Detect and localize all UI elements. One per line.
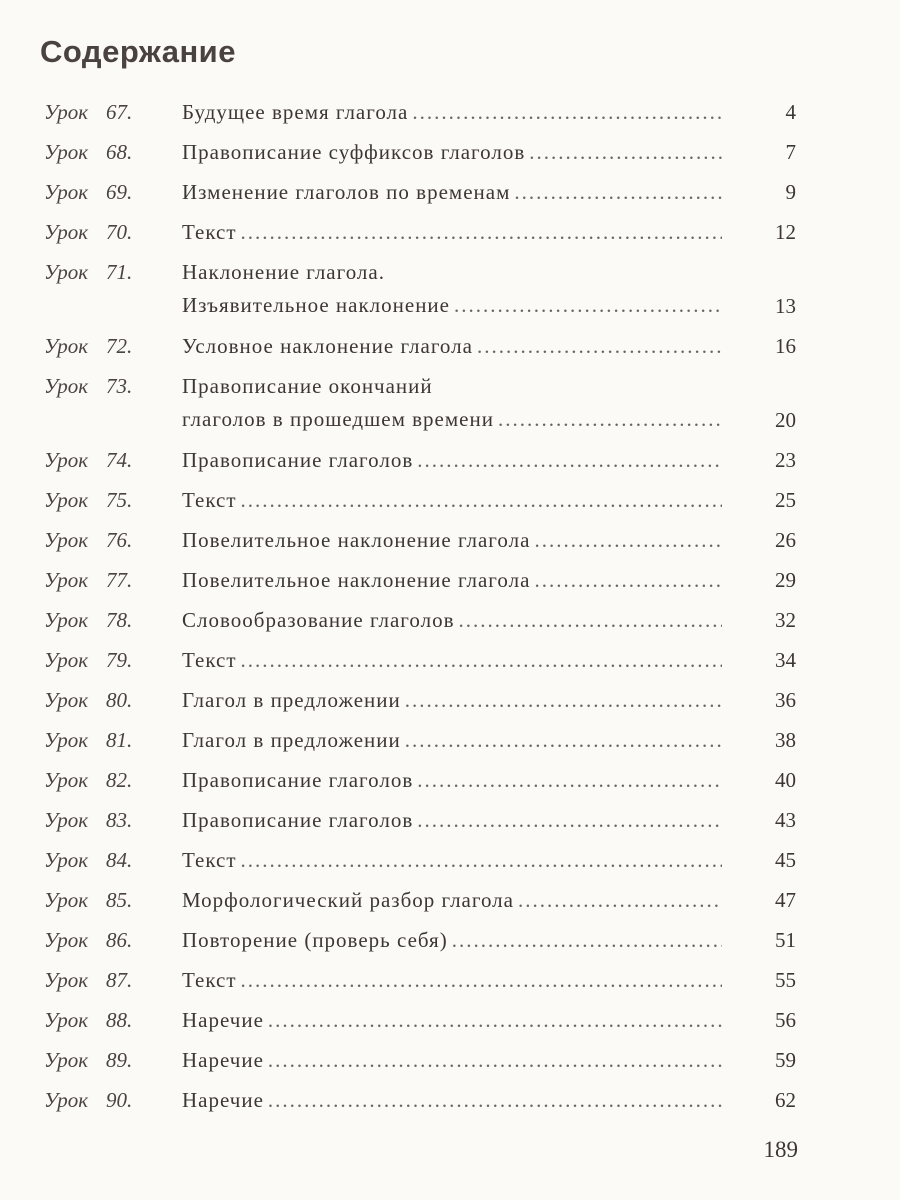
entry-title (182, 568, 722, 593)
entry-page-number: 20 (775, 408, 796, 432)
dot-leader (534, 568, 722, 593)
table-of-contents (44, 100, 804, 1128)
lesson-label (44, 848, 133, 873)
lesson-number: 89. (106, 1048, 133, 1072)
entry-title-line: Повторение (проверь себя) (182, 928, 448, 952)
toc-entry (44, 140, 804, 180)
dot-leader (417, 768, 722, 793)
entry-title (182, 374, 722, 432)
dot-leader (268, 1008, 722, 1033)
entry-page-number: 26 (775, 528, 796, 552)
lesson-label (44, 928, 133, 953)
lesson-number: 86. (106, 928, 133, 952)
dot-leader (498, 407, 722, 432)
lesson-label (44, 488, 133, 513)
lesson-label (44, 220, 133, 245)
lesson-number: 78. (106, 608, 133, 632)
dot-leader (241, 220, 722, 245)
lesson-number: 88. (106, 1008, 133, 1032)
lesson-number: 72. (106, 334, 133, 358)
lesson-word: Урок (44, 488, 89, 512)
toc-entry (44, 100, 804, 140)
toc-entry (44, 448, 804, 488)
entry-title (182, 848, 722, 873)
lesson-number: 69. (106, 180, 133, 204)
lesson-label (44, 728, 133, 753)
toc-entry (44, 260, 804, 334)
lesson-word: Урок (44, 568, 89, 592)
entry-title (182, 488, 722, 513)
entry-title (182, 768, 722, 793)
lesson-word: Урок (44, 688, 89, 712)
entry-page-number: 23 (775, 448, 796, 472)
lesson-label (44, 808, 133, 833)
lesson-label (44, 688, 133, 713)
entry-title (182, 1048, 722, 1073)
entry-title (182, 180, 722, 205)
entry-title (182, 1088, 722, 1113)
dot-leader (241, 968, 722, 993)
entry-page-number: 56 (775, 1008, 796, 1032)
lesson-label (44, 608, 133, 633)
toc-entry (44, 968, 804, 1008)
entry-title-line: Текст (182, 220, 237, 244)
entry-title (182, 334, 722, 359)
lesson-word: Урок (44, 1008, 89, 1032)
entry-title (182, 100, 722, 125)
toc-entry (44, 180, 804, 220)
entry-title (182, 608, 722, 633)
entry-title-line: Наречие (182, 1088, 264, 1112)
toc-entry (44, 1048, 804, 1088)
lesson-number: 70. (106, 220, 133, 244)
lesson-number: 74. (106, 448, 133, 472)
dot-leader (412, 100, 722, 125)
toc-entry (44, 848, 804, 888)
lesson-label (44, 888, 133, 913)
entry-page-number: 38 (775, 728, 796, 752)
dot-leader (454, 293, 722, 318)
dot-leader (405, 688, 722, 713)
entry-page-number: 51 (775, 928, 796, 952)
entry-page-number: 32 (775, 608, 796, 632)
entry-page-number: 9 (785, 180, 796, 204)
entry-page-number: 16 (775, 334, 796, 358)
lesson-number: 67. (106, 100, 133, 124)
toc-entry (44, 374, 804, 448)
dot-leader (405, 728, 722, 753)
lesson-number: 76. (106, 528, 133, 552)
lesson-word: Урок (44, 260, 89, 284)
entry-title (182, 688, 722, 713)
lesson-word: Урок (44, 334, 89, 358)
lesson-label (44, 1008, 133, 1033)
toc-entry (44, 808, 804, 848)
entry-title-line: Наречие (182, 1048, 264, 1072)
entry-title (182, 728, 722, 753)
lesson-number: 87. (106, 968, 133, 992)
toc-entry (44, 728, 804, 768)
entry-title-line: глаголов в прошедшем времени (182, 407, 494, 431)
entry-title (182, 808, 722, 833)
lesson-label (44, 568, 133, 593)
lesson-number: 68. (106, 140, 133, 164)
entry-title-line: Правописание глаголов (182, 768, 414, 792)
entry-title-line: Правописание окончаний (182, 374, 433, 398)
toc-entry (44, 334, 804, 374)
lesson-number: 77. (106, 568, 133, 592)
lesson-label (44, 768, 133, 793)
entry-title (182, 140, 722, 165)
entry-page-number: 34 (775, 648, 796, 672)
lesson-word: Урок (44, 888, 89, 912)
dot-leader (241, 848, 722, 873)
entry-page-number: 43 (775, 808, 796, 832)
lesson-label (44, 648, 133, 673)
dot-leader (534, 528, 722, 553)
entry-title-line: Повелительное наклонение глагола (182, 568, 531, 592)
dot-leader (268, 1048, 722, 1073)
entry-title-line: Правописание суффиксов глаголов (182, 140, 526, 164)
toc-entry (44, 1088, 804, 1128)
entry-title-line: Текст (182, 848, 237, 872)
entry-title-line: Условное наклонение глагола (182, 334, 473, 358)
entry-title (182, 220, 722, 245)
lesson-label (44, 528, 133, 553)
toc-entry (44, 608, 804, 648)
entry-title (182, 888, 722, 913)
lesson-word: Урок (44, 848, 89, 872)
lesson-word: Урок (44, 448, 89, 472)
lesson-label (44, 260, 133, 285)
entry-title-line: Текст (182, 648, 237, 672)
entry-title-line: Изъявительное наклонение (182, 293, 450, 317)
lesson-word: Урок (44, 768, 89, 792)
dot-leader (241, 488, 722, 513)
entry-title (182, 260, 722, 318)
toc-entry (44, 1008, 804, 1048)
lesson-word: Урок (44, 968, 89, 992)
lesson-label (44, 968, 133, 993)
entry-page-number: 40 (775, 768, 796, 792)
lesson-label (44, 448, 133, 473)
lesson-word: Урок (44, 608, 89, 632)
dot-leader (518, 888, 722, 913)
toc-entry (44, 220, 804, 260)
lesson-word: Урок (44, 648, 89, 672)
toc-entry (44, 568, 804, 608)
dot-leader (417, 808, 722, 833)
lesson-number: 84. (106, 848, 133, 872)
lesson-word: Урок (44, 1088, 89, 1112)
lesson-label (44, 1048, 133, 1073)
lesson-word: Урок (44, 140, 89, 164)
toc-entry (44, 888, 804, 928)
lesson-number: 73. (106, 374, 133, 398)
entry-title (182, 968, 722, 993)
toc-entry (44, 768, 804, 808)
lesson-word: Урок (44, 728, 89, 752)
dot-leader (477, 334, 722, 359)
entry-page-number: 25 (775, 488, 796, 512)
dot-leader (514, 180, 722, 205)
entry-title (182, 648, 722, 673)
entry-page-number: 7 (785, 140, 796, 164)
entry-title-line: Текст (182, 968, 237, 992)
entry-title (182, 528, 722, 553)
dot-leader (417, 448, 722, 473)
lesson-label (44, 140, 133, 165)
lesson-word: Урок (44, 180, 89, 204)
toc-entry (44, 648, 804, 688)
entry-title-line: Правописание глаголов (182, 808, 414, 832)
lesson-label (44, 1088, 133, 1113)
lesson-number: 71. (106, 260, 133, 284)
entry-title-line: Правописание глаголов (182, 448, 414, 472)
lesson-word: Урок (44, 528, 89, 552)
entry-page-number: 12 (775, 220, 796, 244)
lesson-number: 81. (106, 728, 133, 752)
entry-title (182, 448, 722, 473)
entry-title-line: Повелительное наклонение глагола (182, 528, 531, 552)
toc-entry (44, 928, 804, 968)
entry-title-line: Наречие (182, 1008, 264, 1032)
dot-leader (459, 608, 723, 633)
lesson-word: Урок (44, 1048, 89, 1072)
entry-title-line: Наклонение глагола. (182, 260, 385, 284)
toc-entry (44, 688, 804, 728)
entry-page-number: 4 (785, 100, 796, 124)
entry-page-number: 36 (775, 688, 796, 712)
lesson-word: Урок (44, 220, 89, 244)
lesson-number: 75. (106, 488, 133, 512)
lesson-label (44, 334, 133, 359)
lesson-word: Урок (44, 808, 89, 832)
entry-title-line: Словообразование глаголов (182, 608, 455, 632)
entry-page-number: 47 (775, 888, 796, 912)
lesson-number: 85. (106, 888, 133, 912)
lesson-number: 82. (106, 768, 133, 792)
entry-page-number: 45 (775, 848, 796, 872)
entry-page-number: 13 (775, 294, 796, 318)
dot-leader (241, 648, 722, 673)
entry-title-line: Будущее время глагола (182, 100, 409, 124)
dot-leader (452, 928, 722, 953)
lesson-number: 79. (106, 648, 133, 672)
toc-entry (44, 528, 804, 568)
lesson-label (44, 374, 133, 399)
lesson-number: 83. (106, 808, 133, 832)
entry-title (182, 928, 722, 953)
entry-page-number: 29 (775, 568, 796, 592)
page-number: 189 (763, 1137, 798, 1162)
lesson-label (44, 180, 133, 205)
entry-title-line: Глагол в предложении (182, 728, 401, 752)
dot-leader (268, 1088, 722, 1113)
entry-title-line: Морфологический разбор глагола (182, 888, 514, 912)
entry-title (182, 1008, 722, 1033)
lesson-number: 90. (106, 1088, 133, 1112)
entry-page-number: 59 (775, 1048, 796, 1072)
entry-title-line: Изменение глаголов по временам (182, 180, 511, 204)
entry-page-number: 62 (775, 1088, 796, 1112)
dot-leader (529, 140, 722, 165)
page-title: Содержание (40, 34, 236, 69)
lesson-word: Урок (44, 374, 89, 398)
entry-title-line: Текст (182, 488, 237, 512)
lesson-number: 80. (106, 688, 133, 712)
entry-title-line: Глагол в предложении (182, 688, 401, 712)
lesson-label (44, 100, 133, 125)
toc-entry (44, 488, 804, 528)
lesson-word: Урок (44, 928, 89, 952)
lesson-word: Урок (44, 100, 89, 124)
entry-page-number: 55 (775, 968, 796, 992)
